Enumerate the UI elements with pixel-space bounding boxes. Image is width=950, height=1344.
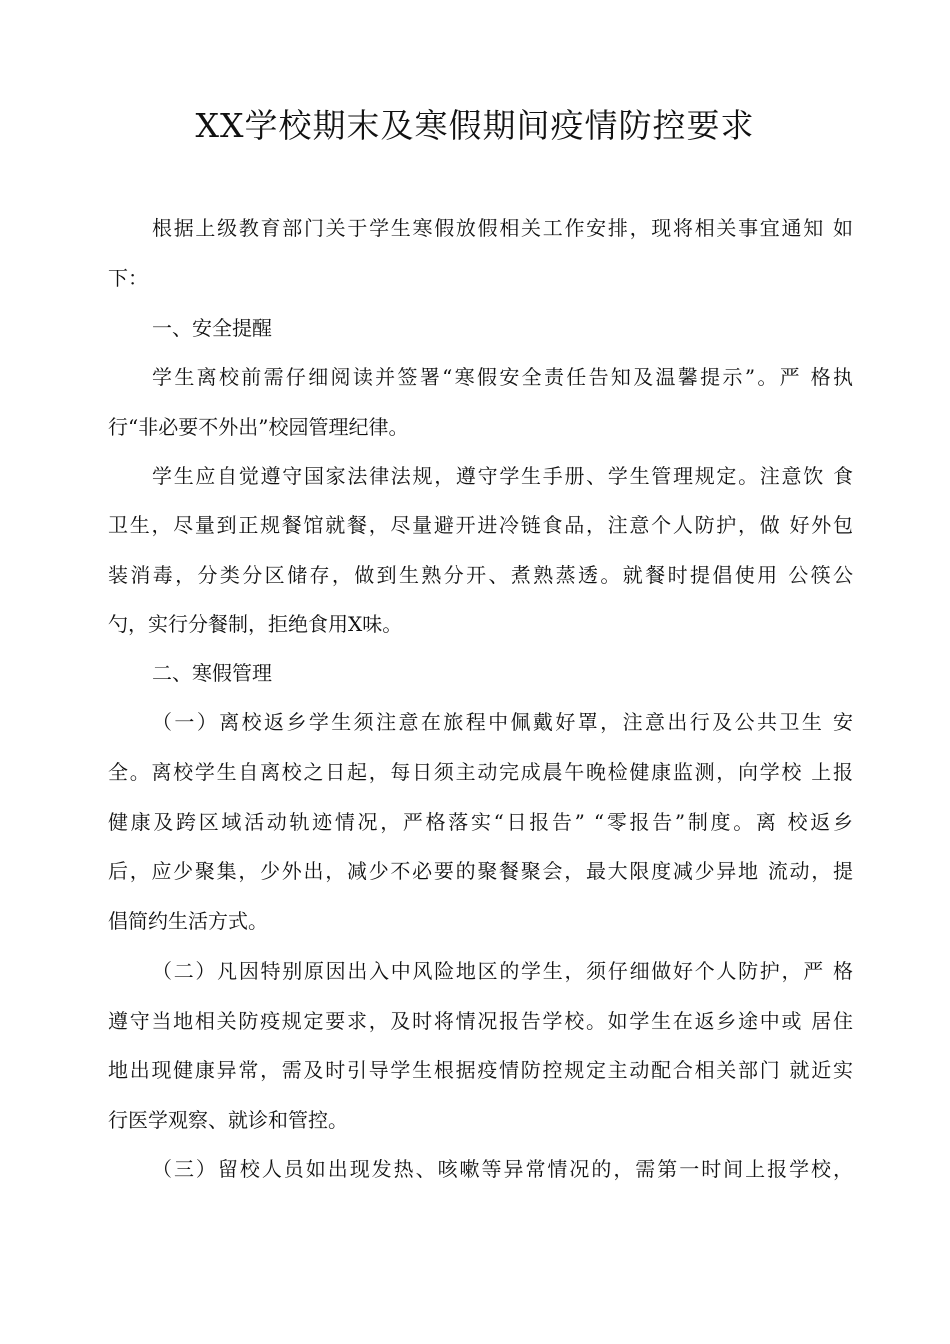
section-heading: 一、安全提醒 [152, 316, 272, 340]
paragraph-line: 学生应自觉遵守国家法律法规，遵守学生手册、学生管理规定。注意饮 食 [152, 464, 853, 488]
paragraph-line: 遵守当地相关防疫规定要求，及时将情况报告学校。如学生在返乡途中或 居住 [108, 1009, 853, 1033]
paragraph-line: 全。离校学生自离校之日起，每日须主动完成晨午晚检健康监测，向学校 上报 [108, 760, 853, 784]
paragraph-line: 勺，实行分餐制，拒绝食用X味。 [108, 612, 403, 636]
paragraph-line: （二）凡因特别原因出入中风险地区的学生，须仔细做好个人防护，严 格 [152, 959, 853, 983]
paragraph-line: 根据上级教育部门关于学生寒假放假相关工作安排，现将相关事宜通知 如 [152, 216, 853, 240]
paragraph-line: 行医学观察、就诊和管控。 [108, 1108, 348, 1132]
paragraph-line: （三）留校人员如出现发热、咳嗽等异常情况的，需第一时间上报学校， [152, 1157, 853, 1181]
paragraph-line: 学生离校前需仔细阅读并签署“寒假安全责任告知及温馨提示”。严 格执 [152, 365, 853, 389]
paragraph-line: （一）离校返乡学生须注意在旅程中佩戴好罩，注意出行及公共卫生 安 [152, 710, 853, 734]
paragraph-line: 卫生，尽量到正规餐馆就餐，尽量避开进冷链食品，注意个人防护，做 好外包 [108, 513, 853, 537]
paragraph-line: 地出现健康异常，需及时引导学生根据疫情防控规定主动配合相关部门 就近实 [108, 1058, 853, 1082]
paragraph-line: 健康及跨区域活动轨迹情况，严格落实“日报告” “零报告”制度。离 校返乡 [108, 810, 853, 834]
paragraph-line: 下： [108, 266, 148, 290]
paragraph-line: 装消毒，分类分区储存，做到生熟分开、煮熟蒸透。就餐时提倡使用 公筷公 [108, 563, 853, 587]
paragraph-line: 后，应少聚集，少外出，减少不必要的聚餐聚会，最大限度减少异地 流动，提 [108, 859, 853, 883]
paragraph-line: 行“非必要不外出”校园管理纪律。 [108, 415, 409, 439]
document-title: XX学校期末及寒假期间疫情防控要求 [195, 106, 755, 145]
section-heading: 二、寒假管理 [152, 661, 272, 685]
paragraph-line: 倡简约生活方式。 [108, 909, 268, 933]
